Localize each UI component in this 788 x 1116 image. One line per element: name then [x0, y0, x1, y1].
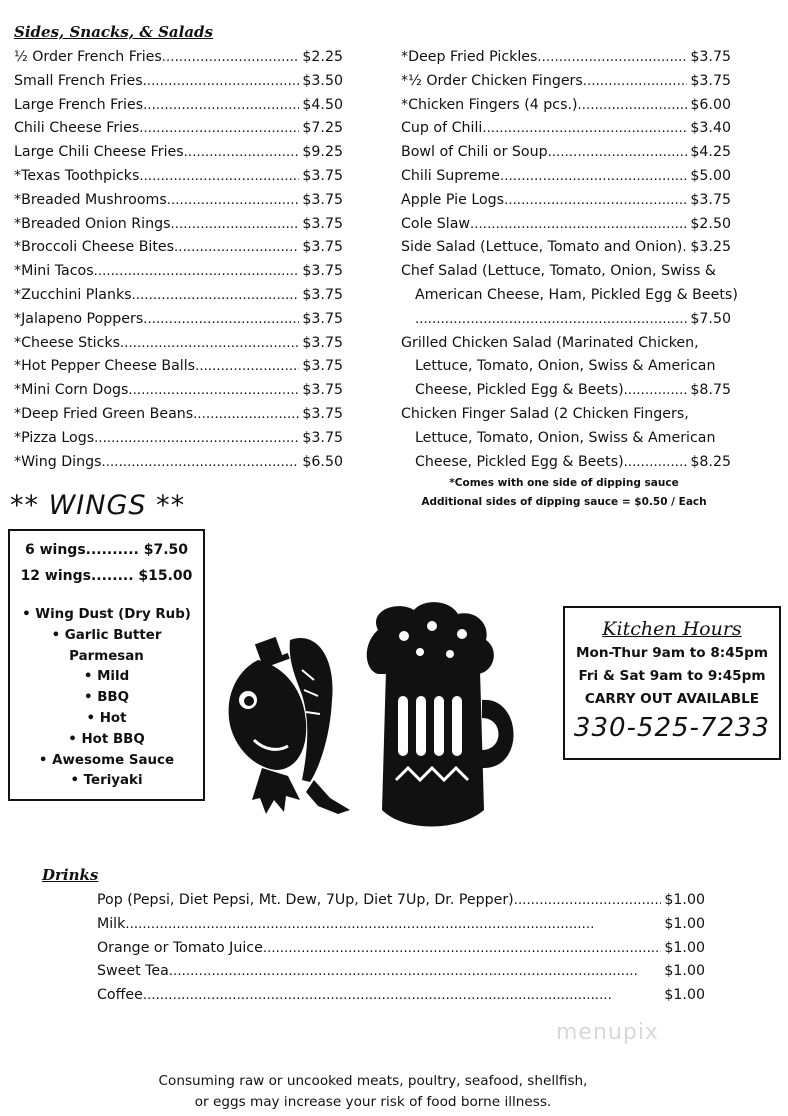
menu-item: [14, 451, 343, 475]
flavor-item: • Garlic Butter: [51, 627, 162, 643]
item-price: $5.00: [690, 167, 731, 184]
item-name: Bowl of Chili or Soup: [401, 144, 548, 161]
sides-right-column: [401, 46, 738, 474]
item-price: $2.50: [690, 215, 731, 232]
item-price: $3.75: [302, 263, 343, 280]
item-name: *Mini Tacos: [14, 263, 94, 280]
menu-item: [401, 117, 731, 141]
item-price: $1.00: [664, 915, 705, 932]
drink-item: [97, 984, 705, 1008]
menu-item: [14, 117, 343, 141]
kitchen-hours-title: Kitchen Hours: [602, 618, 742, 640]
wings-price-6: 6 wings.......... $7.50: [24, 542, 188, 558]
item-name: Cheese, Pickled Egg & Beets): [415, 382, 624, 399]
item-name: *Texas Toothpicks: [14, 167, 140, 184]
drinks-title: Drinks: [42, 866, 99, 884]
item-name: Coffee: [97, 987, 143, 1004]
item-name: *Deep Fried Green Beans: [14, 405, 194, 422]
item-price: $3.50: [302, 72, 343, 89]
drinks-list: [97, 889, 705, 1008]
item-price: $3.75: [302, 358, 343, 375]
item-price: $3.25: [690, 239, 731, 256]
item-price: $1.00: [664, 987, 705, 1004]
dipping-note-2: Additional sides of dipping sauce = $0.50 / Each: [421, 496, 707, 508]
menu-item: [14, 332, 343, 356]
item-price: $3.75: [690, 49, 731, 65]
menu-item: [14, 284, 343, 308]
item-price: $3.75: [302, 405, 343, 422]
item-price: $3.75: [302, 167, 343, 184]
item-price: $7.25: [302, 120, 343, 137]
item-name: *Cheese Sticks: [14, 334, 120, 351]
flavor-item: • BBQ: [83, 690, 130, 706]
grilled-salad-line: Grilled Chicken Salad (Marinated Chicken,: [401, 334, 699, 351]
item-price: $3.75: [302, 191, 343, 208]
watermark: menupix: [556, 1020, 659, 1045]
item-name: Side Salad (Lettuce, Tomato and Onion): [401, 239, 683, 256]
item-price: $8.25: [690, 453, 731, 470]
chef-salad-line: Chef Salad (Lettuce, Tomato, Onion, Swiss &: [401, 263, 716, 280]
menu-item: [14, 70, 343, 94]
item-price: $4.25: [690, 144, 731, 161]
wings-price-12: 12 wings........ $15.00: [20, 568, 193, 584]
item-name: Large Chili Cheese Fries: [14, 144, 184, 161]
menu-item: [401, 46, 731, 70]
item-price: $1.00: [664, 892, 705, 908]
disclaimer-line: Consuming raw or uncooked meats, poultry, seafood, shellfish,: [158, 1073, 588, 1089]
flavor-item: • Mild: [83, 669, 130, 685]
grilled-salad-line: Lettuce, Tomato, Onion, Swiss & American: [415, 358, 716, 375]
item-name: *Hot Pepper Cheese Balls: [14, 358, 196, 375]
menu-item: [401, 70, 731, 94]
menu-item: [401, 213, 731, 237]
item-name: Cup of Chili: [401, 120, 483, 137]
drink-item: [97, 960, 705, 984]
item-price: $3.75: [302, 215, 343, 232]
menu-item: [14, 379, 343, 403]
flavor-item: • Teriyaki: [70, 773, 143, 789]
flavor-item: • Hot: [86, 710, 127, 726]
fish-with-top-hat-icon: [229, 637, 350, 814]
item-name: Apple Pie Logs: [401, 191, 505, 208]
item-name: *Mini Corn Dogs: [14, 382, 129, 399]
kitchen-hours-box: [563, 606, 781, 760]
grilled-salad-price-row: [401, 379, 731, 403]
item-name: *Wing Dings: [14, 453, 102, 470]
item-price: $1.00: [664, 939, 705, 956]
item-name: *Breaded Onion Rings: [14, 215, 171, 232]
menu-item: [14, 308, 343, 332]
item-price: $6.50: [302, 453, 343, 470]
item-name: Cheese, Pickled Egg & Beets): [415, 453, 624, 470]
item-name: *Chicken Fingers (4 pcs.): [401, 96, 578, 113]
item-name: Cole Slaw: [401, 215, 471, 232]
item-price: $2.25: [302, 49, 343, 65]
menu-item: [14, 165, 343, 189]
flavor-item: • Hot BBQ: [68, 731, 145, 747]
item-name: Large French Fries: [14, 96, 144, 113]
wing-flavors: [10, 605, 203, 792]
menu-item: [401, 94, 731, 118]
hours-weekend: Fri & Sat 9am to 9:45pm: [578, 668, 766, 684]
item-price: $8.75: [690, 382, 731, 399]
menu-item: [14, 189, 343, 213]
menu-item: [14, 403, 343, 427]
chef-salad-line: American Cheese, Ham, Pickled Egg & Beets): [415, 286, 738, 303]
item-name: *Pizza Logs: [14, 429, 95, 446]
item-name: *Zucchini Planks: [14, 286, 132, 303]
item-price: $3.75: [302, 334, 343, 351]
menu-item: [401, 236, 731, 260]
menu-item: [14, 94, 343, 118]
item-name: *Breaded Mushrooms: [14, 191, 167, 208]
flavor-item: • Wing Dust (Dry Rub): [22, 607, 191, 622]
item-name: Sweet Tea: [97, 963, 169, 980]
item-name: *Jalapeno Poppers: [14, 310, 144, 327]
menu-item: [14, 355, 343, 379]
drink-item: [97, 937, 705, 961]
item-price: $9.25: [302, 144, 343, 161]
item-name: *½ Order Chicken Fingers: [401, 72, 583, 89]
drink-item: [97, 889, 705, 913]
item-name: *Deep Fried Pickles: [401, 49, 538, 65]
phone-number: 330-525-7233: [573, 713, 771, 743]
item-name: Chili Cheese Fries: [14, 120, 140, 137]
finger-salad-line: Chicken Finger Salad (2 Chicken Fingers,: [401, 405, 689, 422]
item-price: $3.75: [302, 286, 343, 303]
sides-title: Sides, Snacks, & Salads: [14, 23, 213, 41]
item-name: Milk: [97, 915, 126, 932]
drink-item: [97, 913, 705, 937]
item-price: $4.50: [302, 96, 343, 113]
item-price: $3.75: [690, 191, 731, 208]
item-name: Chili Supreme: [401, 167, 501, 184]
menu-item: [14, 141, 343, 165]
flavor-item: • Awesome Sauce: [38, 752, 175, 768]
sides-left-column: [14, 46, 343, 474]
menu-item: [14, 236, 343, 260]
beer-mug-icon: [367, 602, 514, 826]
item-price: $6.00: [690, 96, 731, 113]
item-name: Small French Fries: [14, 72, 143, 89]
item-price: $3.40: [690, 120, 731, 137]
menu-item: [14, 46, 343, 70]
item-price: $7.50: [690, 310, 731, 327]
carry-out-note: CARRY OUT AVAILABLE: [584, 691, 760, 707]
finger-salad-line: Lettuce, Tomato, Onion, Swiss & American: [415, 429, 716, 446]
item-name: Orange or Tomato Juice: [97, 939, 263, 956]
menu-item: [401, 141, 731, 165]
food-safety-disclaimer: [0, 1071, 746, 1113]
wings-title: ** WINGS **: [10, 490, 186, 521]
item-price: $3.75: [302, 239, 343, 256]
menu-item: [401, 189, 731, 213]
item-price: $3.75: [302, 429, 343, 446]
dipping-sauce-notes: [404, 474, 724, 512]
menu-item: [14, 213, 343, 237]
item-name: ½ Order French Fries: [14, 49, 162, 65]
hours-weekday: Mon-Thur 9am to 8:45pm: [575, 645, 769, 661]
item-name: *Broccoli Cheese Bites: [14, 239, 175, 256]
dipping-note-1: *Comes with one side of dipping sauce: [449, 477, 679, 489]
item-price: $3.75: [690, 72, 731, 89]
wings-box: [8, 529, 205, 801]
disclaimer-line: or eggs may increase your risk of food borne illness.: [194, 1094, 552, 1110]
chef-salad-price-row: [401, 308, 731, 332]
item-price: $3.75: [302, 310, 343, 327]
menu-item: [401, 165, 731, 189]
flavor-item: Parmesan: [69, 648, 144, 664]
menu-item: [14, 260, 343, 284]
item-price: $1.00: [664, 963, 705, 980]
fish-and-beer-mug-illustration: [218, 600, 538, 835]
menu-item: [14, 427, 343, 451]
finger-salad-price-row: [401, 451, 731, 475]
item-price: $3.75: [302, 382, 343, 399]
item-name: Pop (Pepsi, Diet Pepsi, Mt. Dew, 7Up, Diet 7Up, Dr. Pepper): [97, 892, 514, 908]
